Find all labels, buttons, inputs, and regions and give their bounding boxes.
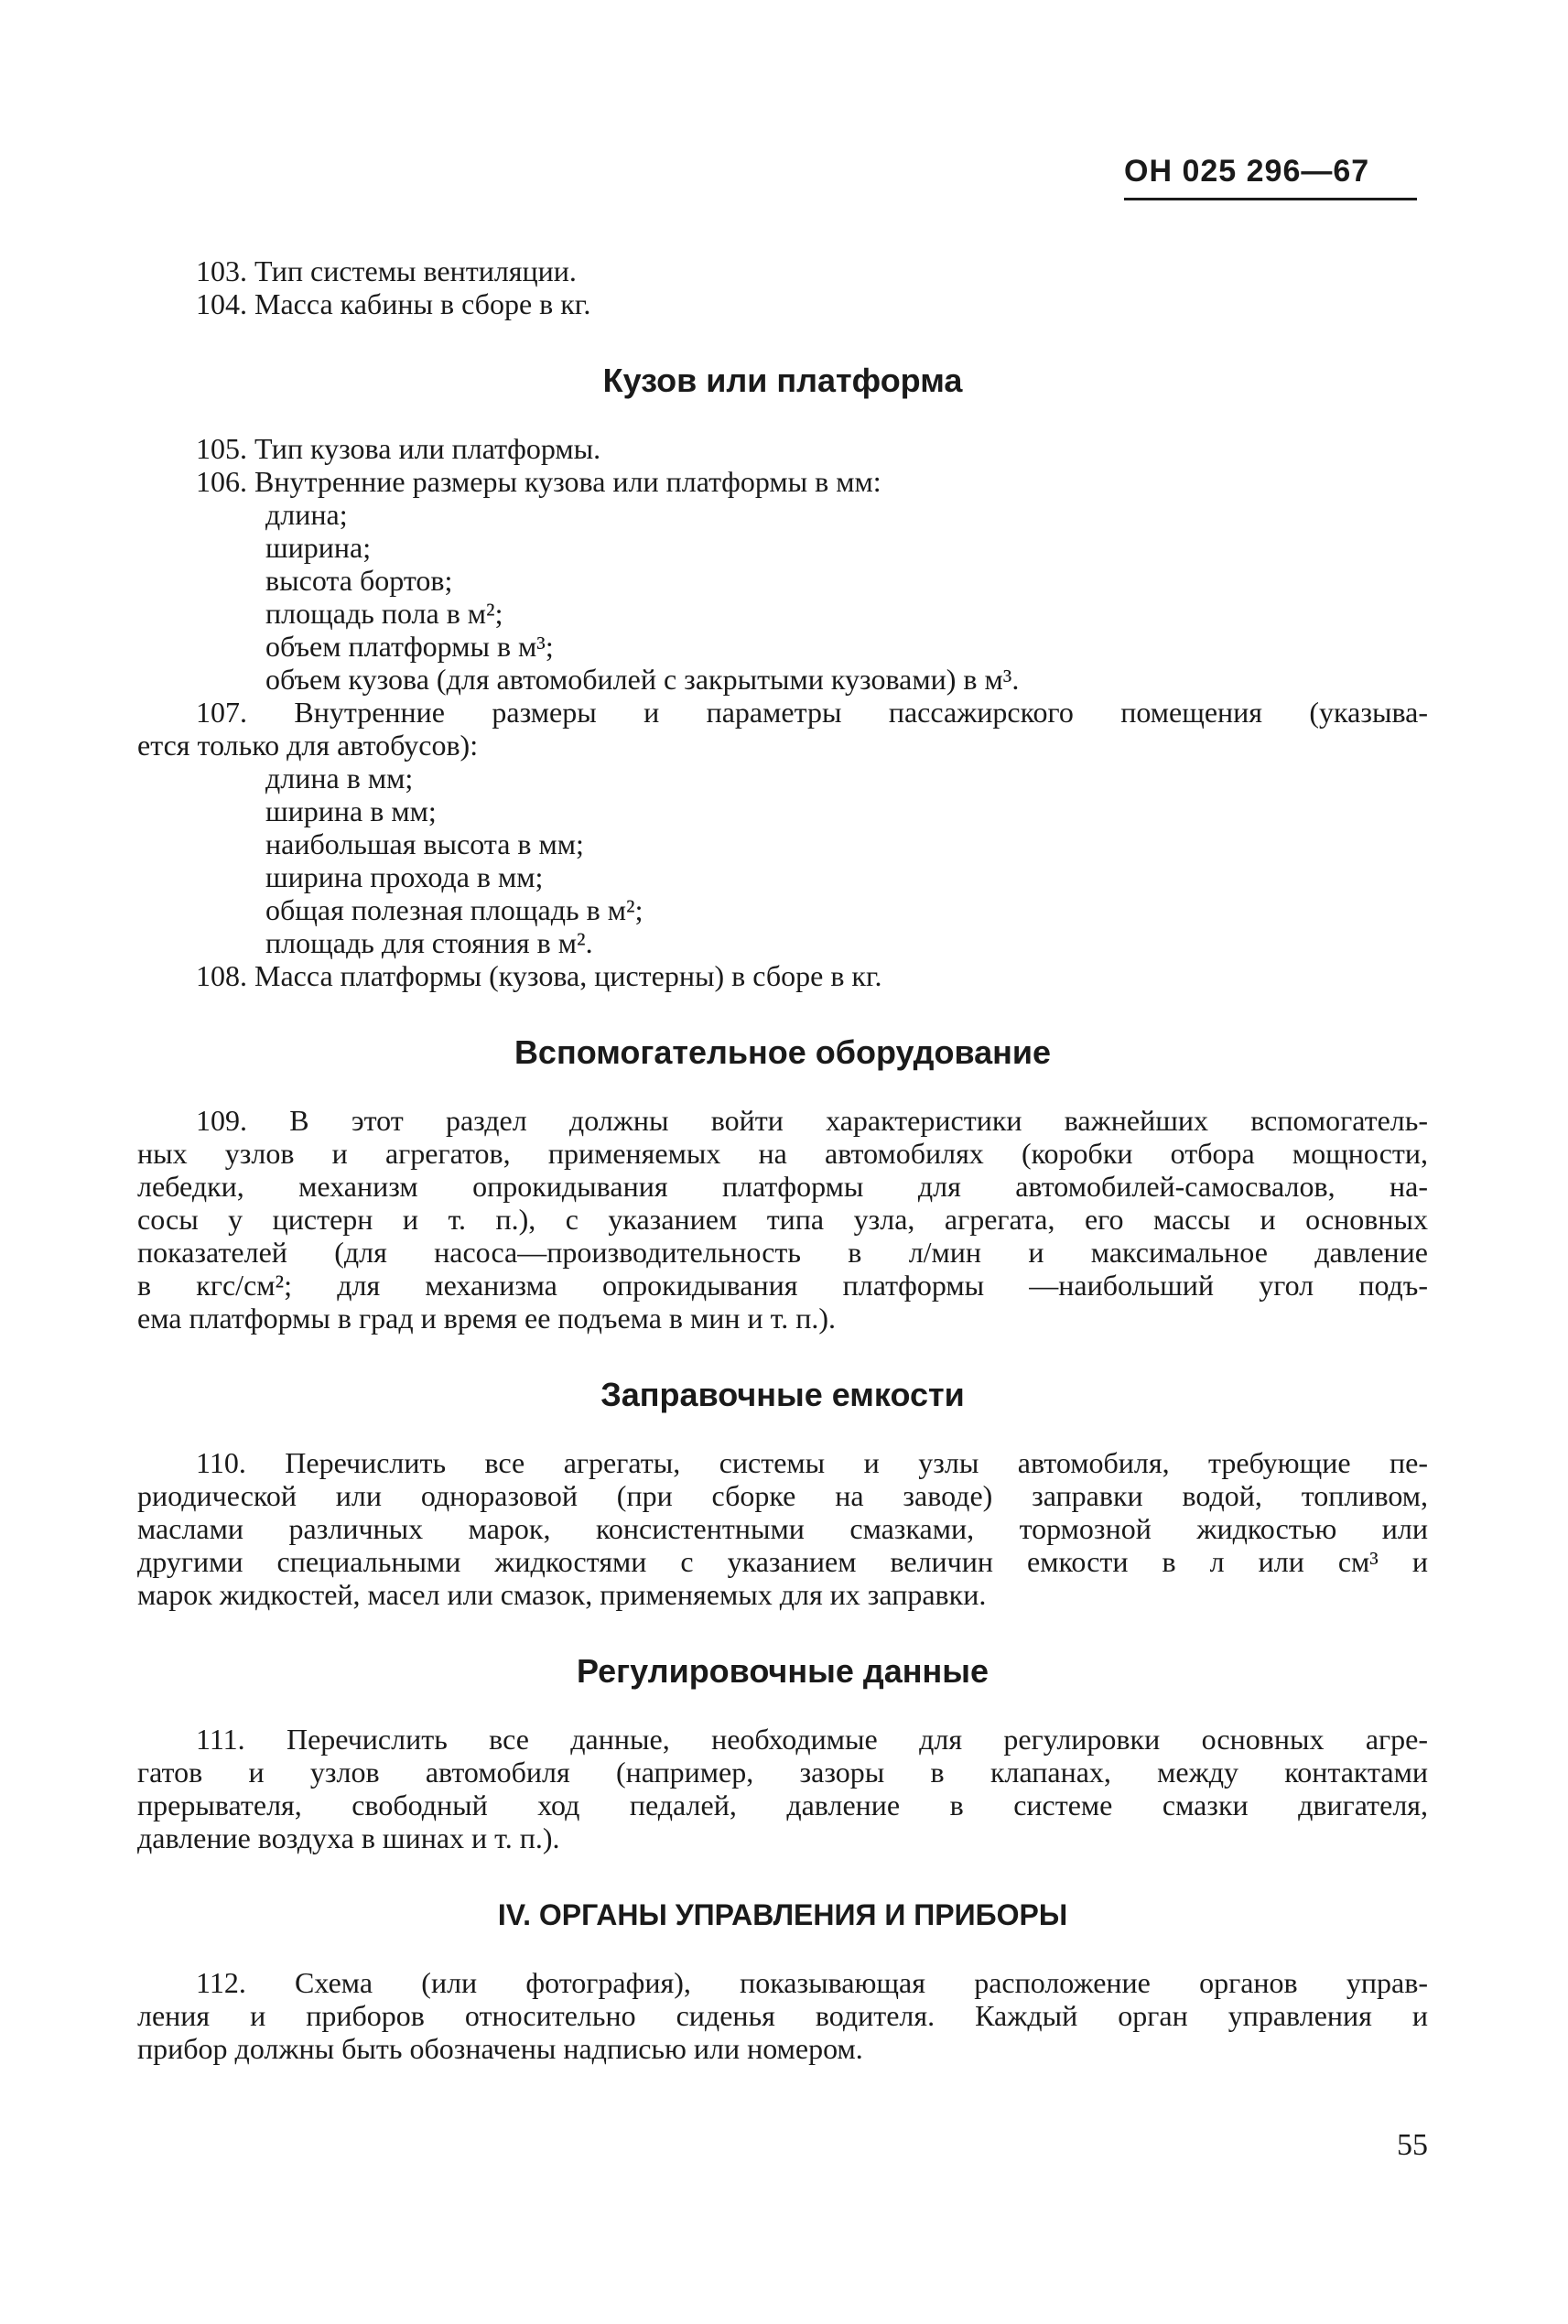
paragraph-line: марок жидкостей, масел или смазок, применяемых для их заправки. [137, 1578, 987, 1611]
sub-list-line: ширина в мм; [265, 794, 437, 827]
sub-list [137, 762, 1428, 959]
numbered-item [137, 432, 1428, 465]
sub-list-line: площадь для стояния в м². [265, 926, 593, 959]
sub-list-line: наибольшая высота в мм; [265, 827, 584, 860]
paragraph-line: гатов и узлов автомобиля (например, зазоры в клапанах, между контактами [137, 1756, 1428, 1789]
sub-list-line: объем платформы в м³; [265, 630, 554, 663]
paragraph-line: ления и приборов относительно сиденья водителя. Каждый орган управления и [137, 1999, 1428, 2032]
sub-list-line: общая полезная площадь в м²; [265, 893, 643, 926]
numbered-paragraph [137, 696, 1428, 762]
numbered-paragraph [137, 1104, 1428, 1335]
item-line: 108. Масса платформы (кузова, цистерны) в сборе в кг. [196, 959, 882, 992]
numbered-item [137, 254, 1428, 287]
sub-list-line: площадь пола в м²; [265, 597, 503, 630]
sub-list-line: высота бортов; [265, 564, 453, 597]
sub-list-line: ширина прохода в мм; [265, 860, 544, 893]
paragraph-line: ных узлов и агрегатов, применяемых на автомобилях (коробки отбора мощности, [137, 1137, 1428, 1170]
section-heading: Кузов или платформа [602, 362, 963, 399]
numbered-item [137, 959, 1428, 992]
sub-list-line: объем кузова (для автомобилей с закрытыми кузовами) в м³. [265, 663, 1020, 696]
paragraph-line: лебедки, механизм опрокидывания платформы для автомобилей-самосвалов, на- [137, 1170, 1428, 1203]
paragraph-line: в кгс/см²; для механизма опрокидывания платформы —наибольший угол подъ- [137, 1269, 1428, 1302]
paragraph-line: прибор должны быть обозначены надписью или номером. [137, 2032, 863, 2065]
numbered-paragraph [137, 1966, 1428, 2065]
numbered-paragraph [137, 1446, 1428, 1611]
paragraph-line: прерывателя, свободный ход педалей, давление в системе смазки двигателя, [137, 1789, 1428, 1821]
section-heading: IV. ОРГАНЫ УПРАВЛЕНИЯ И ПРИБОРЫ [497, 1898, 1068, 1931]
paragraph-line: давление воздуха в шинах и т. п.). [137, 1821, 560, 1854]
paragraph-line: 112. Схема (или фотография), показывающая расположение органов управ- [196, 1966, 1428, 1999]
paragraph-line: риодической или одноразовой (при сборке на заводе) заправки водой, топливом, [137, 1479, 1428, 1512]
paragraph-line: 111. Перечислить все данные, необходимые для регулировки основных агре- [196, 1723, 1428, 1756]
paragraph-line: маслами различных марок, консистентными смазками, тормозной жидкостью или [137, 1512, 1428, 1545]
paragraph-line: ема платформы в град и время ее подъема в мин и т. п.). [137, 1302, 836, 1335]
paragraph-line: сосы у цистерн и т. п.), с указанием типа узла, агрегата, его массы и основных [137, 1203, 1428, 1236]
numbered-paragraph [137, 1723, 1428, 1854]
item-line: 106. Внутренние размеры кузова или платформы в мм: [196, 465, 881, 498]
section-heading: Заправочные емкости [600, 1376, 965, 1413]
page-number: 55 [1397, 2128, 1428, 2162]
numbered-item [137, 465, 1428, 498]
paragraph-line: показателей (для насоса—производительность в л/мин и максимальное давление [137, 1236, 1428, 1269]
sub-list [137, 498, 1428, 696]
paragraph-line: ется только для автобусов): [137, 729, 479, 762]
header-rule [1124, 198, 1417, 200]
paragraph-line: 107. Внутренние размеры и параметры пассажирского помещения (указыва- [196, 696, 1428, 729]
section-heading: Регулировочные данные [577, 1652, 989, 1690]
paragraph-line: 109. В этот раздел должны войти характеристики важнейших вспомогатель- [196, 1104, 1428, 1137]
numbered-item [137, 287, 1428, 320]
document-code: ОН 025 296—67 [1124, 154, 1370, 189]
section-heading: Вспомогательное оборудование [514, 1033, 1052, 1071]
item-line: 104. Масса кабины в сборе в кг. [196, 287, 591, 320]
paragraph-line: другими специальными жидкостями с указанием величин емкости в л или см³ и [137, 1545, 1428, 1578]
sub-list-line: ширина; [265, 531, 372, 564]
paragraph-line: 110. Перечислить все агрегаты, системы и узлы автомобиля, требующие пе- [196, 1446, 1428, 1479]
sub-list-line: длина в мм; [265, 762, 414, 794]
item-line: 103. Тип системы вентиляции. [196, 254, 577, 287]
document-body [137, 254, 1428, 2065]
sub-list-line: длина; [265, 498, 348, 531]
item-line: 105. Тип кузова или платформы. [196, 432, 601, 465]
